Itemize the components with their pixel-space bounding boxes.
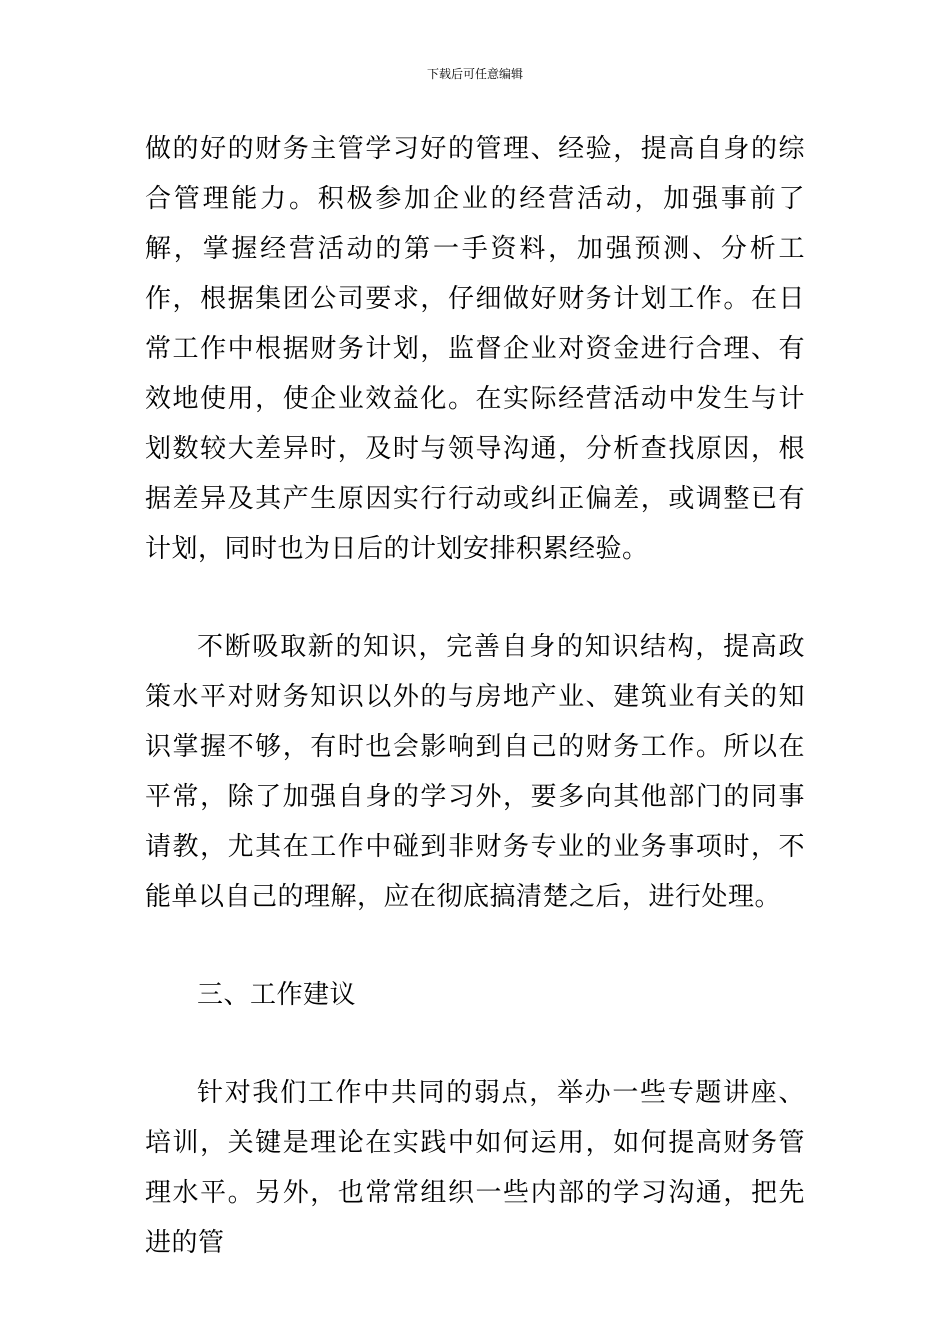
page-header: 下载后可任意编辑 [426, 67, 523, 81]
paragraph-suggestions: 针对我们工作中共同的弱点，举办一些专题讲座、培训，关键是理论在实践中如何运用，如何提高财务管理水平。另外，也常常组织一些内部的学习沟通，把先进的管 [145, 1078, 805, 1258]
section-heading: 三、工作建议 [197, 980, 357, 1010]
paragraph-knowledge: 不断吸取新的知识，完善自身的知识结构，提高政策水平对财务知识以外的与房地产业、建筑业有关的知识掌握不够，有时也会影响到自己的财务工作。所以在平常，除了加强自身的学习外，要多向其他部门的同事请教，尤其在工作中碰到非财务专业的业务事项时，不能单以自己的理解，应在彻底搞清楚之后，进行处理。 [145, 632, 805, 912]
paragraph-continuation: 做的好的财务主管学习好的管理、经验，提高自身的综合管理能力。积极参加企业的经营活动，加强事前了解，掌握经营活动的第一手资料，加强预测、分析工作，根据集团公司要求，仔细做好财务计划工作。在日常工作中根据财务计划，监督企业对资金进行合理、有效地使用，使企业效益化。在实际经营活动中发生与计划数较大差异时，及时与领导沟通，分析查找原因，根据差异及其产生原因实行行动或纠正偏差，或调整已有计划，同时也为日后的计划安排积累经验。 [145, 134, 805, 564]
